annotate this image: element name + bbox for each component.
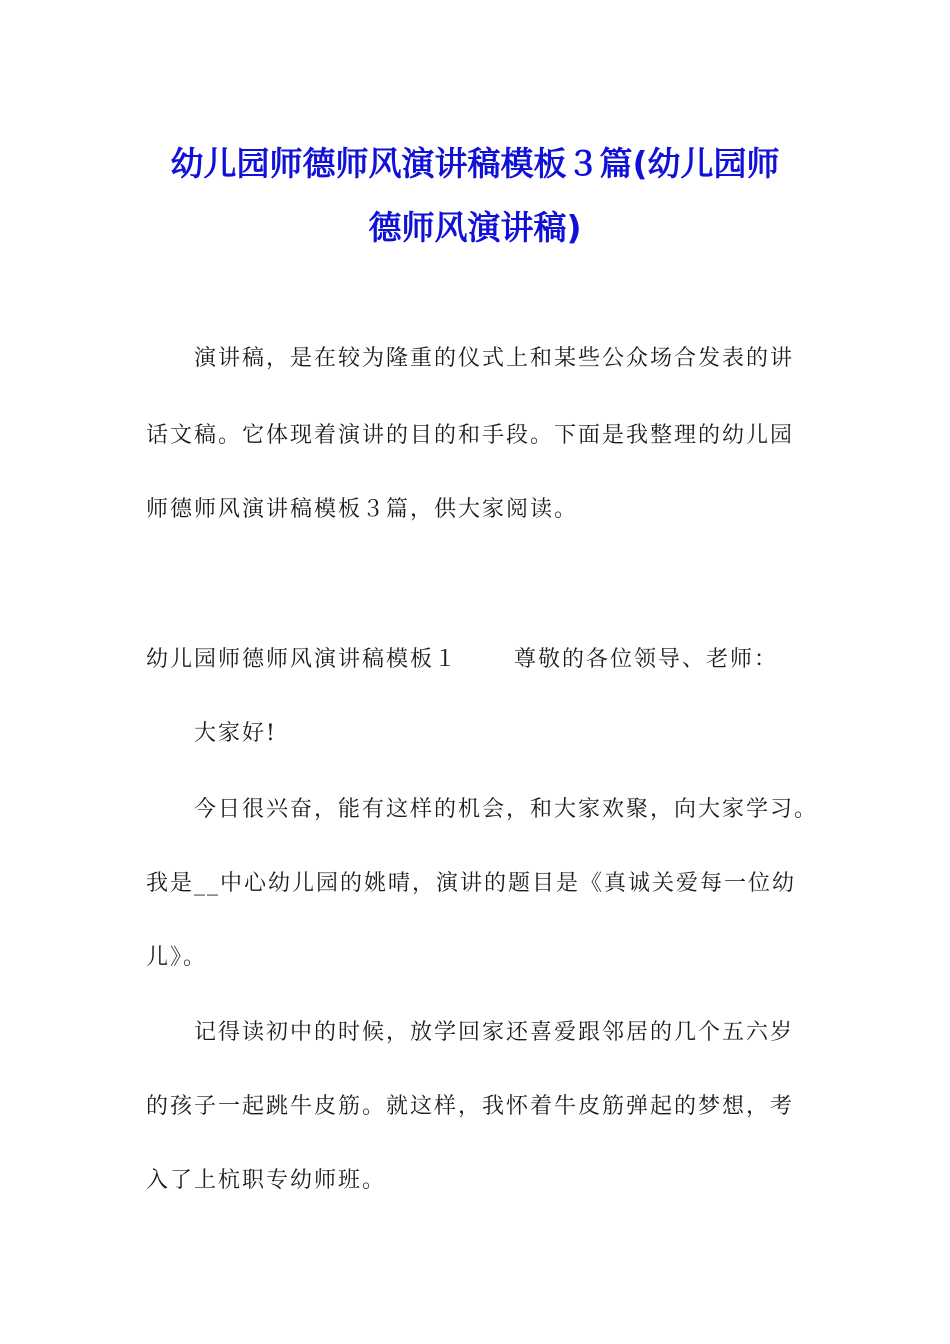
intro-line-2: 话文稿。它体现着演讲的目的和手段。下面是我整理的幼儿园 <box>146 423 795 448</box>
para2-line-3: 入了上杭职专幼师班。 <box>146 1168 387 1193</box>
section-heading-row <box>146 645 778 675</box>
intro-line-3: 师德师风演讲稿模板３篇，供大家阅读。 <box>146 497 579 522</box>
intro-line-1: 演讲稿，是在较为隆重的仪式上和某些公众场合发表的讲 <box>194 346 795 371</box>
salutation: 尊敬的各位领导、老师： <box>514 647 779 672</box>
section-heading: 幼儿园师德师风演讲稿模板１ <box>146 647 459 672</box>
para1-line-1: 今日很兴奋，能有这样的机会，和大家欢聚，向大家学习。 <box>194 797 819 822</box>
document-title <box>120 132 830 260</box>
greeting: 大家好! <box>194 721 277 746</box>
title-line-1: 幼儿园师德师风演讲稿模板３篇(幼儿园师 <box>170 144 780 183</box>
para2-line-1: 记得读初中的时候，放学回家还喜爱跟邻居的几个五六岁 <box>194 1020 795 1045</box>
title-line-2: 德师风演讲稿) <box>368 208 582 247</box>
para1-line-3: 儿》。 <box>146 945 208 970</box>
para1-line-2: 我是__中心幼儿园的姚晴，演讲的题目是《真诚关爱每一位幼 <box>146 871 797 896</box>
para2-line-2: 的孩子一起跳牛皮筋。就这样，我怀着牛皮筋弹起的梦想，考 <box>146 1094 795 1119</box>
